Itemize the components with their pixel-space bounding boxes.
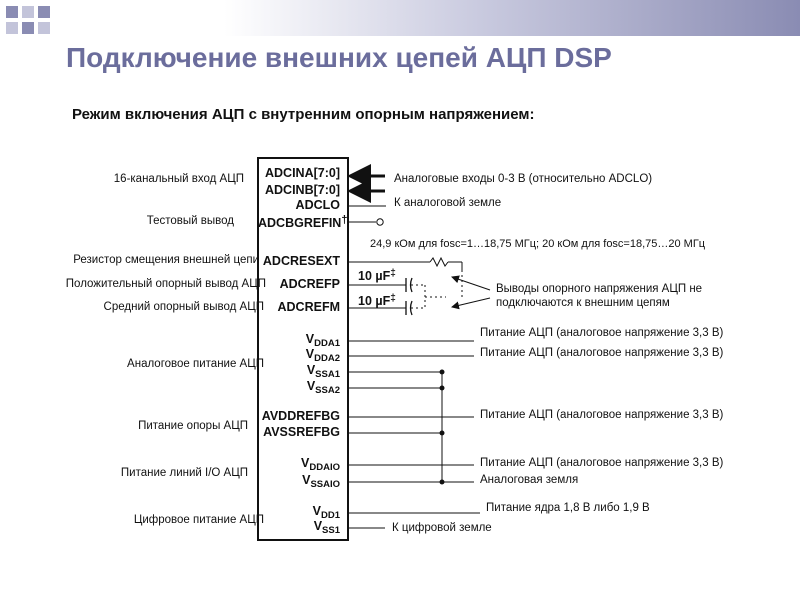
- label-power-3: Питание АЦП (аналоговое напряжение 3,3 В): [480, 409, 724, 421]
- slide-subtitle: Режим включения АЦП с внутренним опорным напряжением:: [72, 106, 535, 123]
- label-to-digital-ground: К цифровой земле: [392, 522, 492, 534]
- cap1-label: 10 µF‡: [358, 268, 396, 283]
- dagger-mark: †: [341, 214, 348, 226]
- pin-vss1: $V_{SS1}$: [313, 519, 340, 536]
- pin-adcrefp: ADCREFP: [279, 277, 340, 291]
- label-ref-note-1: Выводы опорного напряжения АЦП не: [496, 283, 703, 295]
- junction-dot: [440, 370, 445, 375]
- label-16ch-input: 16-канальный вход АЦП: [113, 173, 244, 185]
- ref-note-arrow-1: [452, 277, 490, 290]
- pin-avddrefbg: AVDDREFBG: [261, 409, 340, 423]
- pin-adcrefm: ADCREFM: [277, 300, 340, 314]
- pin-vdda1: $V_{DDA1}$: [305, 332, 340, 349]
- slide-title: Подключение внешних цепей АЦП DSP: [66, 42, 612, 73]
- bias-resistor: [430, 258, 448, 266]
- label-analog-power: Аналоговое питание АЦП: [127, 358, 264, 370]
- junction-dot: [440, 386, 445, 391]
- label-power-2: Питание АЦП (аналоговое напряжение 3,3 В): [480, 347, 724, 359]
- pin-adcinb: ADCINB[7:0]: [265, 183, 340, 197]
- junction-dot: [440, 480, 445, 485]
- label-digital-power: Цифровое питание АЦП: [133, 514, 264, 526]
- open-terminal: [377, 219, 383, 225]
- label-bias-resistor: Резистор смещения внешней цепи: [73, 254, 259, 266]
- pin-adcina: ADCINA[7:0]: [265, 166, 340, 180]
- label-core-power: Питание ядра 1,8 В либо 1,9 В: [486, 502, 650, 514]
- ref-note-arrow-2: [452, 298, 490, 307]
- label-ref-note-2: подключаются к внешним цепям: [496, 297, 670, 309]
- pin-vddaio: $V_{DDAIO}$: [301, 456, 340, 473]
- pin-adclo: ADCLO: [295, 198, 340, 212]
- label-power-4: Питание АЦП (аналоговое напряжение 3,3 В): [480, 457, 724, 469]
- label-analog-inputs: Аналоговые входы 0-3 В (относительно ADCLO): [394, 173, 653, 185]
- pin-vdd1: $V_{DD1}$: [312, 504, 340, 521]
- label-pos-ref: Положительный опорный вывод АЦП: [65, 278, 266, 290]
- pin-vssa2: $V_{SSA2}$: [306, 379, 340, 396]
- pin-vdda2: $V_{DDA2}$: [305, 347, 340, 364]
- label-test-pin: Тестовый вывод: [146, 215, 234, 227]
- pin-vssa1: $V_{SSA1}$: [306, 363, 340, 380]
- pin-vssaio: $V_{SSAIO}$: [302, 473, 340, 490]
- label-to-analog-ground: К аналоговой земле: [394, 197, 502, 209]
- pin-adcresext: ADCRESEXT: [262, 254, 340, 268]
- label-analog-ground: Аналоговая земля: [480, 474, 579, 486]
- label-power-1: Питание АЦП (аналоговое напряжение 3,3 В): [480, 327, 724, 339]
- junction-dot: [440, 431, 445, 436]
- pin-adcbgrefin: ADCBGREFIN†: [258, 214, 348, 230]
- label-io-power: Питание линий I/O АЦП: [120, 467, 248, 479]
- pin-avssrefbg: AVSSREFBG: [263, 425, 340, 439]
- label-resistor-note: 24,9 кОм для fosc=1…18,75 МГц; 20 кОм для fosc=18,75…20 МГц: [370, 238, 706, 250]
- label-ref-power: Питание опоры АЦП: [138, 420, 248, 432]
- cap2-label: 10 µF‡: [358, 293, 396, 308]
- label-mid-ref: Средний опорный вывод АЦП: [103, 301, 264, 313]
